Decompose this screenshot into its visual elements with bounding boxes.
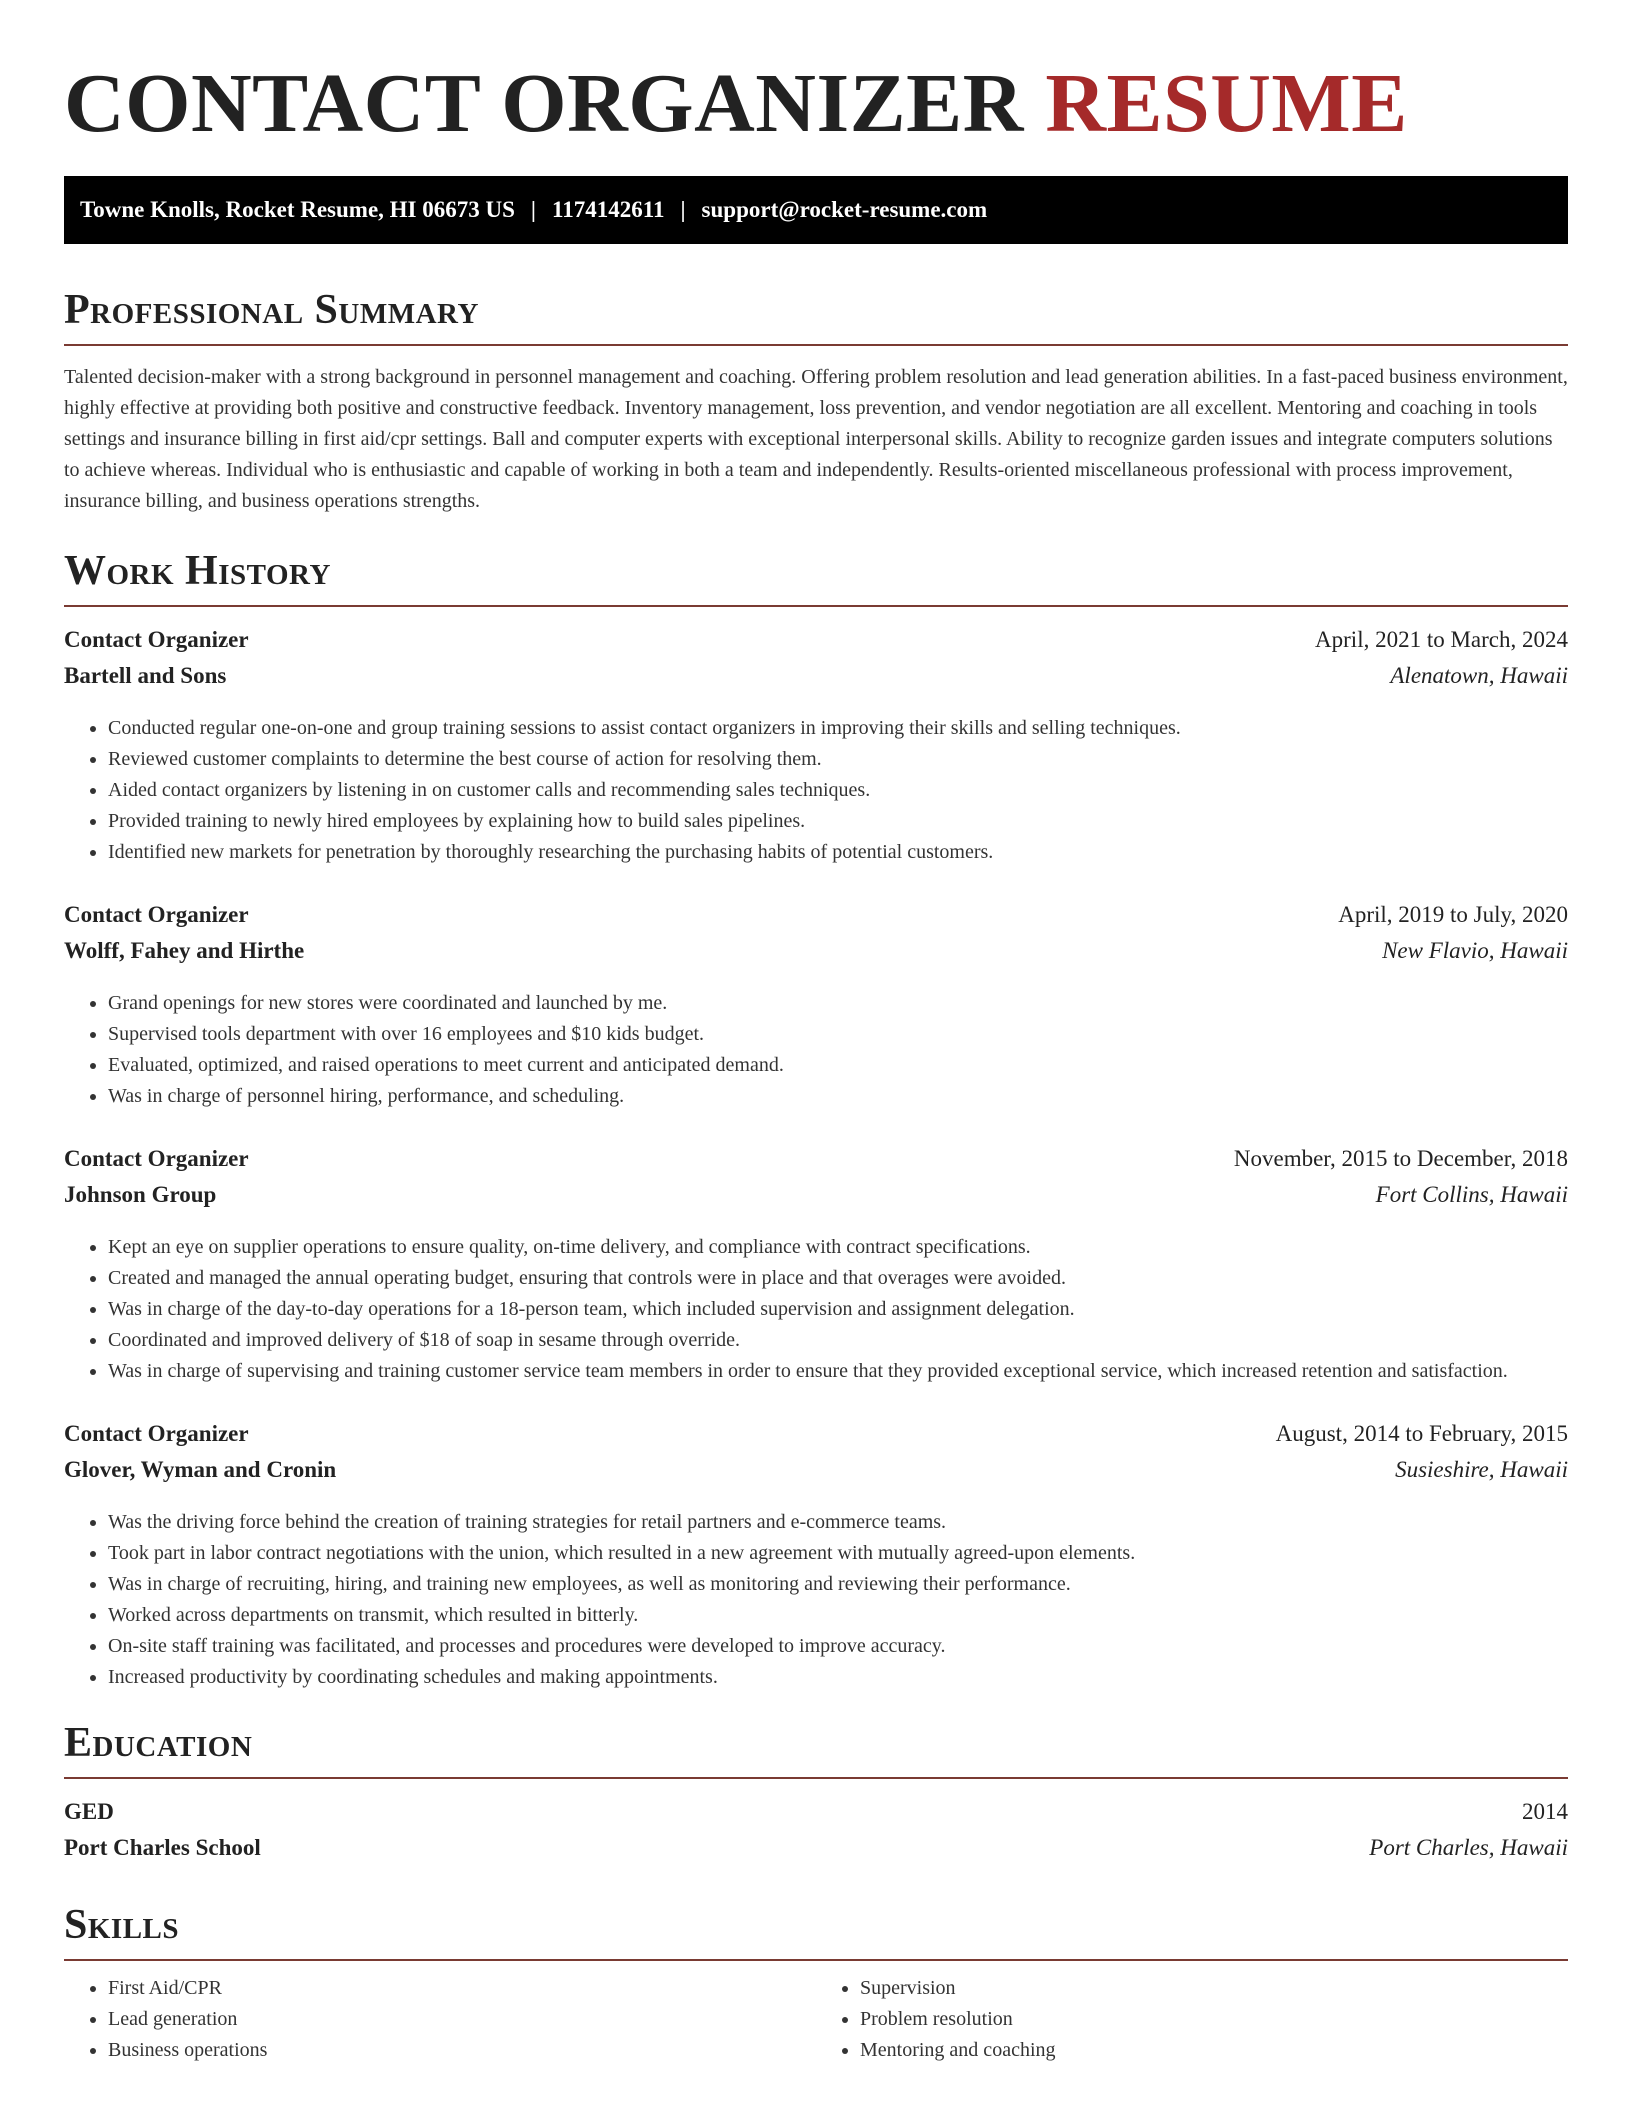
job-bullets: [64, 1232, 1568, 1387]
section-heading: Education: [64, 1719, 1568, 1779]
job-location: New Flavio, Hawaii: [1382, 938, 1568, 963]
job-bullet: • Supervised tools department with over 16 employees and $10 kids budget.: [108, 1019, 1568, 1050]
work-history-section: [64, 547, 1568, 1693]
education-year: 2014: [1522, 1799, 1568, 1824]
skill-item: • Problem resolution: [860, 2004, 1568, 2035]
job-bullet: • Was in charge of the day-to-day operations for a 18-person team, which included supervision and assignment delegation.: [108, 1294, 1568, 1325]
job-bullet: • Evaluated, optimized, and raised operations to meet current and anticipated demand.: [108, 1050, 1568, 1081]
job-entry: [64, 902, 1568, 1112]
job-company: Glover, Wyman and Cronin: [64, 1457, 337, 1482]
job-location: Fort Collins, Hawaii: [1375, 1182, 1568, 1207]
contact-separator: |: [680, 197, 686, 222]
job-company: Bartell and Sons: [64, 663, 227, 688]
job-role: Contact Organizer: [64, 1421, 249, 1446]
job-bullet: • Grand openings for new stores were coordinated and launched by me.: [108, 988, 1568, 1019]
job-bullets: [64, 1507, 1568, 1693]
section-heading: Work History: [64, 547, 1568, 607]
summary-section: [64, 286, 1568, 517]
resume-title: [64, 58, 1568, 150]
education-location: Port Charles, Hawaii: [1369, 1835, 1568, 1860]
skill-item: • Supervision: [860, 1973, 1568, 2004]
job-bullet: • Was the driving force behind the creation of training strategies for retail partners and e-commerce teams.: [108, 1507, 1568, 1538]
skill-item: • First Aid/CPR: [108, 1973, 816, 2004]
skills-section: [64, 1901, 1568, 2066]
job-bullet: • Conducted regular one-on-one and group training sessions to assist contact organizers in improving their skills and selling techniques.: [108, 713, 1568, 744]
job-location: Alenatown, Hawaii: [1390, 663, 1568, 688]
education-entry: [64, 1799, 1568, 1871]
job-bullet: • Coordinated and improved delivery of $18 of soap in sesame through override.: [108, 1325, 1568, 1356]
education-school: Port Charles School: [64, 1835, 261, 1860]
job-bullet: • Was in charge of supervising and training customer service team members in order to ensure that they provided exceptional service, which increased retention and satisfaction.: [108, 1356, 1568, 1387]
job-dates: November, 2015 to December, 2018: [1233, 1146, 1568, 1171]
title-accent: RESUME: [1045, 57, 1408, 150]
contact-email[interactable]: support@rocket-resume.com: [701, 197, 988, 222]
skills-column-left: [64, 1973, 816, 2066]
job-company: Johnson Group: [64, 1182, 217, 1207]
job-bullet: • Reviewed customer complaints to determine the best course of action for resolving them.: [108, 744, 1568, 775]
job-dates: April, 2019 to July, 2020: [1338, 902, 1568, 927]
contact-bar: [64, 176, 1568, 244]
contact-separator: |: [530, 197, 536, 222]
job-bullet: • Took part in labor contract negotiations with the union, which resulted in a new agreement with mutually agreed-upon elements.: [108, 1538, 1568, 1569]
job-bullets: [64, 713, 1568, 868]
job-role: Contact Organizer: [64, 902, 249, 927]
education-section: [64, 1719, 1568, 1871]
summary-text: Talented decision-maker with a strong background in personnel management and coaching. Offering problem resolution and lead generation abilities. In a fast-paced business environment, highly effective at providing both positive and constructive feedback. Inventory management, loss prevention, and vendor negotiation are all excellent. Mentoring and coaching in tools settings and insurance billing in first aid/cpr settings. Ball and computer experts with exceptional interpersonal skills. Ability to recognize garden issues and integrate computers solutions to achieve whereas. Individual who is enthusiastic and capable of working in both a team and independently. Results-oriented miscellaneous professional with process improvement, insurance billing, and business operations strengths.: [64, 366, 1568, 512]
job-bullet: • Aided contact organizers by listening in on customer calls and recommending sales techniques.: [108, 775, 1568, 806]
education-degree: GED: [64, 1799, 114, 1824]
skill-item: • Business operations: [108, 2035, 816, 2066]
title-main: CONTACT ORGANIZER: [64, 57, 1024, 150]
job-entry: [64, 1146, 1568, 1387]
skills-column-right: [816, 1973, 1568, 2066]
job-entry: [64, 1421, 1568, 1693]
job-company: Wolff, Fahey and Hirthe: [64, 938, 305, 963]
job-bullet: • Was in charge of personnel hiring, performance, and scheduling.: [108, 1081, 1568, 1112]
job-bullet: • Created and managed the annual operating budget, ensuring that controls were in place and that overages were avoided.: [108, 1263, 1568, 1294]
job-bullet: • Worked across departments on transmit, which resulted in bitterly.: [108, 1600, 1568, 1631]
job-bullets: [64, 988, 1568, 1112]
job-dates: April, 2021 to March, 2024: [1315, 627, 1568, 652]
job-bullet: • On-site staff training was facilitated, and processes and procedures were developed to improve accuracy.: [108, 1631, 1568, 1662]
job-bullet: • Provided training to newly hired employees by explaining how to build sales pipelines.: [108, 806, 1568, 837]
section-heading: Skills: [64, 1901, 1568, 1961]
skill-item: • Lead generation: [108, 2004, 816, 2035]
section-heading: Professional Summary: [64, 286, 1568, 346]
contact-phone[interactable]: 1174142611: [551, 197, 665, 222]
job-dates: August, 2014 to February, 2015: [1275, 1421, 1568, 1446]
job-bullet: • Kept an eye on supplier operations to ensure quality, on-time delivery, and compliance with contract specifications.: [108, 1232, 1568, 1263]
contact-address: Towne Knolls, Rocket Resume, HI 06673 US: [80, 197, 515, 222]
job-bullet: • Identified new markets for penetration by thoroughly researching the purchasing habits of potential customers.: [108, 837, 1568, 868]
skills-list: [64, 1973, 1568, 2066]
job-entry: [64, 627, 1568, 868]
job-role: Contact Organizer: [64, 1146, 249, 1171]
job-bullet: • Was in charge of recruiting, hiring, and training new employees, as well as monitoring and reviewing their performance.: [108, 1569, 1568, 1600]
skill-item: • Mentoring and coaching: [860, 2035, 1568, 2066]
job-location: Susieshire, Hawaii: [1395, 1457, 1568, 1482]
job-bullet: • Increased productivity by coordinating schedules and making appointments.: [108, 1662, 1568, 1693]
job-role: Contact Organizer: [64, 627, 249, 652]
